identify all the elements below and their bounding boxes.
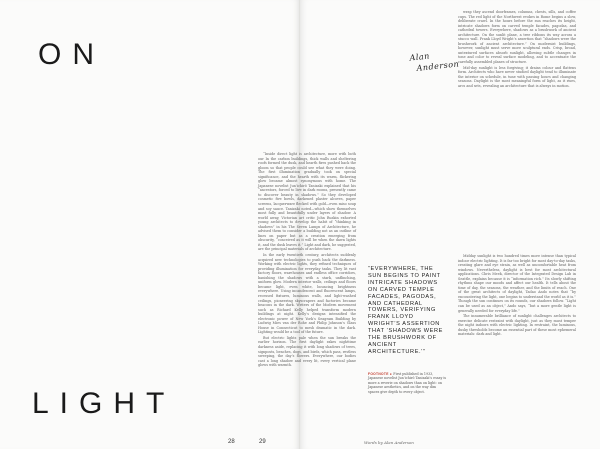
signature-line-2: Anderson — [416, 59, 460, 73]
body-paragraph: But electric lights pale when the sun breaks the earlier horizon. The first daylight rakes nighttime darkness aside, replacing it with long shadows of trees, signposts, benches, dogs, and birds, which pass, restless sweeping, the day’s flowers. Everywhere, our bodies cast a long shadow and every lit, every vertical plane glows with warmth. — [258, 335, 356, 368]
body-column-b — [458, 10, 576, 89]
body-paragraph: wrap they ascend doorframes, columns, chests, sills, and coffee cups. The red light of the Northwest evokes in Rome begins a slow, deliberate crawl. In the hours before the sun reaches its height, intricate shadows form on carved temple facades, pagodas, and cathedral towers. Everywhere, shadows as a brushwork of ancient architecture. On the sunlit plane, a tree ribbons its way across a stucco wall. Frank Lloyd Wright’s assertion that “shadows were the brushwork of ancient architecture.” On modernist buildings, however, sunlight must serve more sculptural ends. Crisp, broad, untextured surfaces absorb sunlight, allowing subtle changes in tone and color to reveal surface modeling, and to accentuate the carefully assembled planes of structure. — [458, 10, 576, 65]
page-number-right: 29 — [259, 439, 266, 445]
body-paragraph: Midday sunlight is two hundred times more intense than typical indoor electric lighting. It is far too bright for most day-to-day tasks, creating glare and eye strain, as well as uncomfortable heat from windows. Nevertheless, daylight is best for most architectural applications. Chris Meek, director of the Integrated Design Lab in Seattle, explains because it is “information rich.” Its slowly shifting rhythms shape our moods and affect our health. It tells about the time of day, the seasons, the weather, and the limits of reach. One of the great architects of daylight, Tadao Ando notes that “by encountering the light, one begins to understand the world as it is.” Though the sun continues on its rounds, our shadows follow. “Light can be used as an object,” Ando says, “but a more gentle light is generally needed for everyday life.” — [458, 254, 577, 313]
title-word-on: ON — [38, 38, 105, 71]
page-number-left: 28 — [228, 439, 235, 445]
footnote-text: First published in 1933, Japanese novelist Jun’ichirō Tanizaki’s essay is more a reverie on shadows than on light: on Japanese aesthetics, and on the way dim spaces give depth to every object. — [368, 372, 447, 394]
title-word-light: LIGHT — [32, 387, 176, 420]
footnote — [368, 372, 448, 394]
body-paragraph: The innumerable brilliance of sunlight challenges architects to exercise delicate restraint with daylight, just as they must temper the night indoors with electric lighting. In restraint, the luminous, dusky thresholds become an essential part of these most ephemeral materials: dark and light. — [458, 314, 576, 337]
body-paragraph: “Inside direct light is architecture, more with both our In the carbon buildings, thick walls and sheltering roofs formed the dusk, and hearth fires pushed back the gloom so that people could see what they were doing. The first illumination gradually took on special significance, and the hearth with its warm, flickering glow became almost synonymous with home. The Japanese novelist Jun’ichirō Tanizaki explained that his “ancestors, forced to live in dark rooms, presently came to discover beauty in shadows.” So they developed cosmetic five bowls, darkened plaster alcoves, paper screens, lacquerware flecked with gold—even miso soup and soy sauce. Tanizaki noted—which show themselves most fully and beautifully under layers of shadow. A world away, Victorian art critic John Ruskin exhorted young architects to develop the habit of “thinking in shadows” in his The Seven Lamps of Architecture, he advised them to consider a building not as an outline of lines on paper but as a creation emerging from obscurity, “conceived as it will be when the dawn lights it, and the dusk leaves it.” Light and dark, he suggested, are the principal materials of architecture. — [258, 152, 356, 252]
author-credit: Words by Alan Anderson — [364, 440, 414, 445]
body-paragraph: Mid-day sunlight is less forgiving; it drains colour and flattens form. Architects who have never studied daylight tend to illuminate the interior on schedule, in tune with passing hours and changing seasons. Daylight is the most meaningful form of light, as it rises, arcs and sets, revealing an architecture that is always in motion. — [458, 65, 576, 88]
body-paragraph: In the early twentieth century, architects suddenly acquired new technologies to push back the darkness. Working with electric lights, they refined techniques of providing illumination for everyday tasks. They lit vast factory floors, warehouses and endless office corridors, banishing the shadows with a stark, unflinching, uniform glow. Modern interior walls, ceilings and floors became light, even white, bouncing brightness everywhere. Using incandescent and fluorescent lamps, recessed fixtures, luminous walls, and light-washed ceilings, pioneering skyscrapers and factories became beacons in the dark. Writers of the Modern movement such as Richard Kelly helped transform modern buildings at night. Kelly’s designs intensified the electronic power of New York’s Seagram Building by Ludwig Mies van der Rohe and Philip Johnson’s Glass House in Connecticut to mesh dramatic in the dark. Lighting would be a tool of the future. — [258, 253, 356, 335]
body-column-a — [258, 152, 356, 369]
signature-line-1: Alan — [409, 51, 431, 63]
footnote-label: FOOTNOTE ● — [368, 372, 393, 376]
body-column-b-lower — [458, 254, 576, 338]
pull-quote: “EVERYWHERE, THE SUN BEGINS TO PAINT INTRICATE SHADOWS ON CARVED TEMPLE FACADES, PAGODAS, AND CATHEDRAL TOWERS, VERIFYING FRANK LLOYD WRIGHT’S ASSERTION THAT ‘SHADOWS WERE THE BRUSHWORK OF ANCIENT ARCHITECTURE.’” — [368, 266, 443, 355]
